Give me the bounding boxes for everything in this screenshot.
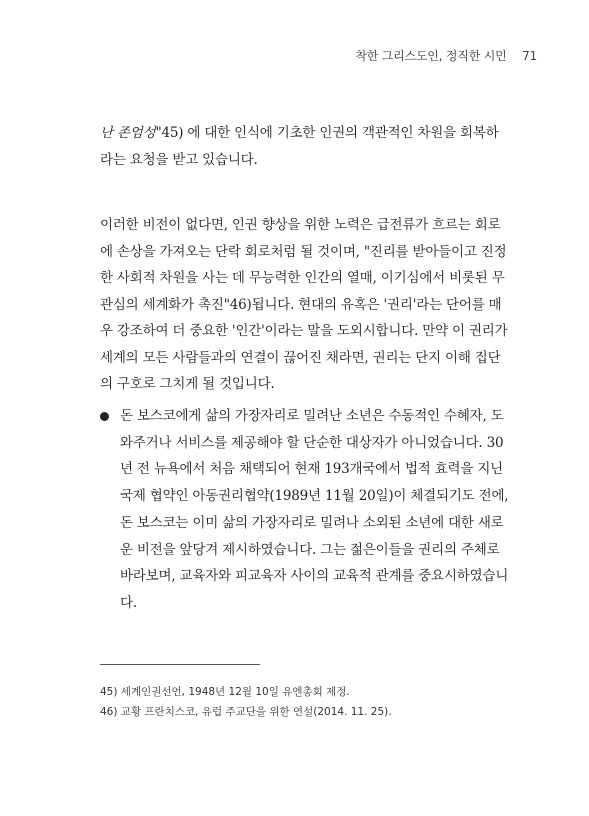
paragraph-1-text: "45) 에 대한 인식에 기초한 인권의 객관적인 차원을 회복하라는 요청을 받고 있습니다. [100, 125, 499, 168]
footnotes [100, 682, 520, 722]
paragraph-1 [100, 120, 510, 173]
bullet-dot-icon [100, 412, 109, 421]
page-number: 71 [522, 49, 537, 63]
footnote-46: 46) 교황 프란치스코, 유럽 주교단을 위한 연설(2014. 11. 25). [100, 706, 392, 718]
footnote-divider [100, 664, 260, 665]
bullet-item [120, 403, 513, 617]
book-title: 착한 그리스도인, 정직한 시민 [355, 49, 507, 63]
paragraph-2-text: 이러한 비전이 없다면, 인권 향상을 위한 노력은 급전류가 흐르는 회로에 손상을 가져오는 단락 회로처럼 될 것이며, "진리를 받아들이고 진정한 사회적 차원을 사는 데 무능력한 인간의 열매, 이기심에서 비롯된 무관심의 세계화가 촉진"46)됩니다. 현대의 유혹은 '권리'라는 단어를 매우 강조하여 더 중요한 '인간'이라는 말을 도외시합니다. 만약 이 권리가 세계의 모든 사람들과의 연결이 끊어진 채라면, 권리는 단지 이해 집단의 구호로 그치게 될 것입니다. [100, 217, 508, 392]
running-header [355, 47, 537, 64]
paragraph-2 [100, 212, 510, 398]
italic-lead: 난 존엄성 [100, 125, 156, 141]
bullet-text: 돈 보스코에게 삶의 가장자리로 밀려난 소년은 수동적인 수혜자, 도와주거나 서비스를 제공해야 할 단순한 대상자가 아니었습니다. 30년 전 뉴욕에서 처음 채택되어 현재 193개국에서 법적 효력을 지닌 국제 협약인 아동권리협약(1989년 11월 20일)이 체결되기도 전에, 돈 보스코는 이미 삶의 가장자리로 밀려나 소외된 소년에 대한 새로운 비전을 앞당겨 제시하였습니다. 그는 젊은이들을 권리의 주체로 바라보며, 교육자와 피교육자 사이의 교육적 관계를 중요시하였습니다. [120, 408, 509, 611]
footnote-45: 45) 세계인권선언, 1948년 12월 10일 유엔총회 제정. [100, 686, 350, 698]
